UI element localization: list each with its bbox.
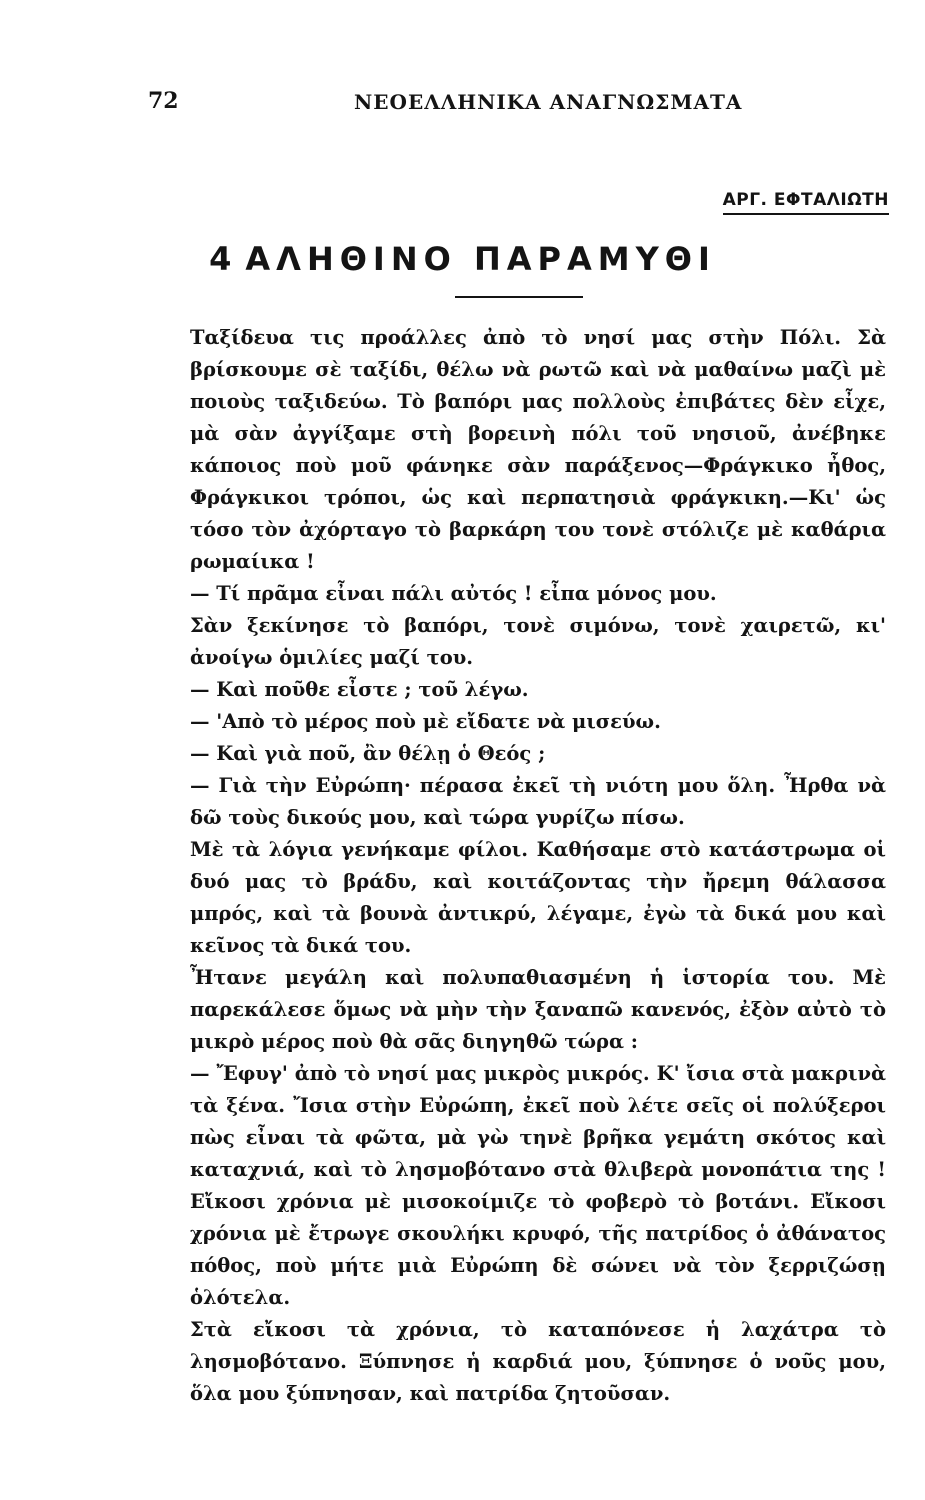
story-number: 4 [209, 240, 232, 278]
page-number: 72 [148, 88, 179, 114]
paragraph: Ταξίδευα τις προάλλες ἀπὸ τὸ νησί μας στὴν Πόλι. Σὰ βρίσκουμε σὲ ταξίδι, θέλω νὰ ρωτῶ καὶ νὰ μαθαίνω μαζὶ μὲ ποιοὺς ταξιδεύω. Τὸ βαπόρι μας πολλοὺς ἐπιβάτες δὲν εἶχε, μὰ σὰν ἀγγίξαμε στὴ βορεινὴ πόλι τοῦ νησιοῦ, ἀνέβηκε κάποιος ποὺ μοῦ φάνηκε σὰν παράξενος—Φράγκικο ἦθος, Φράγκικοι τρόποι, ὡς καὶ περπατησιὰ φράγκικη.—Κι' ὡς τόσο τὸν ἀχόρταγο τὸ βαρκάρη του τονὲ στόλιζε μὲ καθάρια ρωμαίικα ! [190, 326, 886, 573]
paragraph: — Καὶ γιὰ ποῦ, ἂν θέλῃ ὁ Θεός ; [190, 742, 546, 765]
paragraph: Στὰ εἴκοσι τὰ χρόνια, τὸ καταπόνεσε ἡ λαχάτρα τὸ λησμοβότανο. Ξύπνησε ἡ καρδιά μου, ξύπνησε ὁ νοῦς μου, ὅλα μου ξύπνησαν, καὶ πατρίδα ζητοῦσαν. [190, 1318, 886, 1405]
book-title: ΝΕΟΕΛΛΗΝΙΚΑ ΑΝΑΓΝΩΣΜΑΤΑ [354, 90, 743, 114]
paragraph: — Ἔφυγ' ἀπὸ τὸ νησί μας μικρὸς μικρός. Κ' ἴσια στὰ μακρινὰ τὰ ξένα. Ἴσια στὴν Εὐρώπη, ἐκεῖ ποὺ λέτε σεῖς οἱ πολύξεροι πὼς εἶναι τὰ φῶτα, μὰ γὼ τηνὲ βρῆκα γεμάτη σκότος καὶ καταχνιά, καὶ τὸ λησμοβότανο στὰ θλιβερὰ μονοπάτια της ! Εἴκοσι χρόνια μὲ μισοκοίμιζε τὸ φοβερὸ τὸ βοτάνι. Εἴκοσι χρόνια μὲ ἔτρωγε σκουλήκι κρυφό, τῆς πατρίδος ὁ ἀθάνατος πόθος, ποὺ μήτε μιὰ Εὐρώπη δὲ σώνει νὰ τὸν ξερριζώσῃ ὁλότελα. [190, 1062, 886, 1309]
paragraph: — Καὶ ποῦθε εἶστε ; τοῦ λέγω. [190, 678, 529, 701]
paragraph: Μὲ τὰ λόγια γενήκαμε φίλοι. Καθήσαμε στὸ κατάστρωμα οἱ δυό μας τὸ βράδυ, καὶ κοιτάζοντας τὴν ἤρεμη θάλασσα μπρός, καὶ τὰ βουνὰ ἀντικρύ, λέγαμε, ἐγὼ τὰ δικά μου καὶ κεῖνος τὰ δικά του. [190, 838, 886, 957]
paragraph: Σὰν ξεκίνησε τὸ βαπόρι, τονὲ σιμόνω, τονὲ χαιρετῶ, κι' ἀνοίγω ὁμιλίες μαζί του. [190, 614, 886, 669]
story-title [0, 240, 925, 278]
author-name: ΑΡΓ. ΕΦΤΑΛΙΩΤΗ [723, 190, 889, 215]
title-divider [455, 296, 583, 298]
paragraph: — Γιὰ τὴν Εὐρώπη· πέρασα ἐκεῖ τὴ νιότη μου ὅλη. Ἦρθα νὰ δῶ τοὺς δικούς μου, καὶ τώρα γυρίζω πίσω. [190, 774, 886, 829]
paragraph: Ἦτανε μεγάλη καὶ πολυπαθιασμένη ἡ ἱστορία του. Μὲ παρεκάλεσε ὅμως νὰ μὴν τὴν ξαναπῶ κανενός, ἐξὸν αὐτὸ τὸ μικρὸ μέρος ποὺ θὰ σᾶς διηγηθῶ τώρα : [190, 966, 886, 1053]
paragraph: — 'Απὸ τὸ μέρος ποὺ μὲ εἴδατε νὰ μισεύω. [190, 710, 661, 733]
story-body [190, 322, 886, 1410]
story-title-text: ΑΛΗΘΙΝΟ ΠΑΡΑΜΥΘΙ [245, 240, 716, 278]
paragraph: — Τί πρᾶμα εἶναι πάλι αὐτός ! εἶπα μόνος μου. [190, 582, 717, 605]
running-head [148, 88, 888, 118]
